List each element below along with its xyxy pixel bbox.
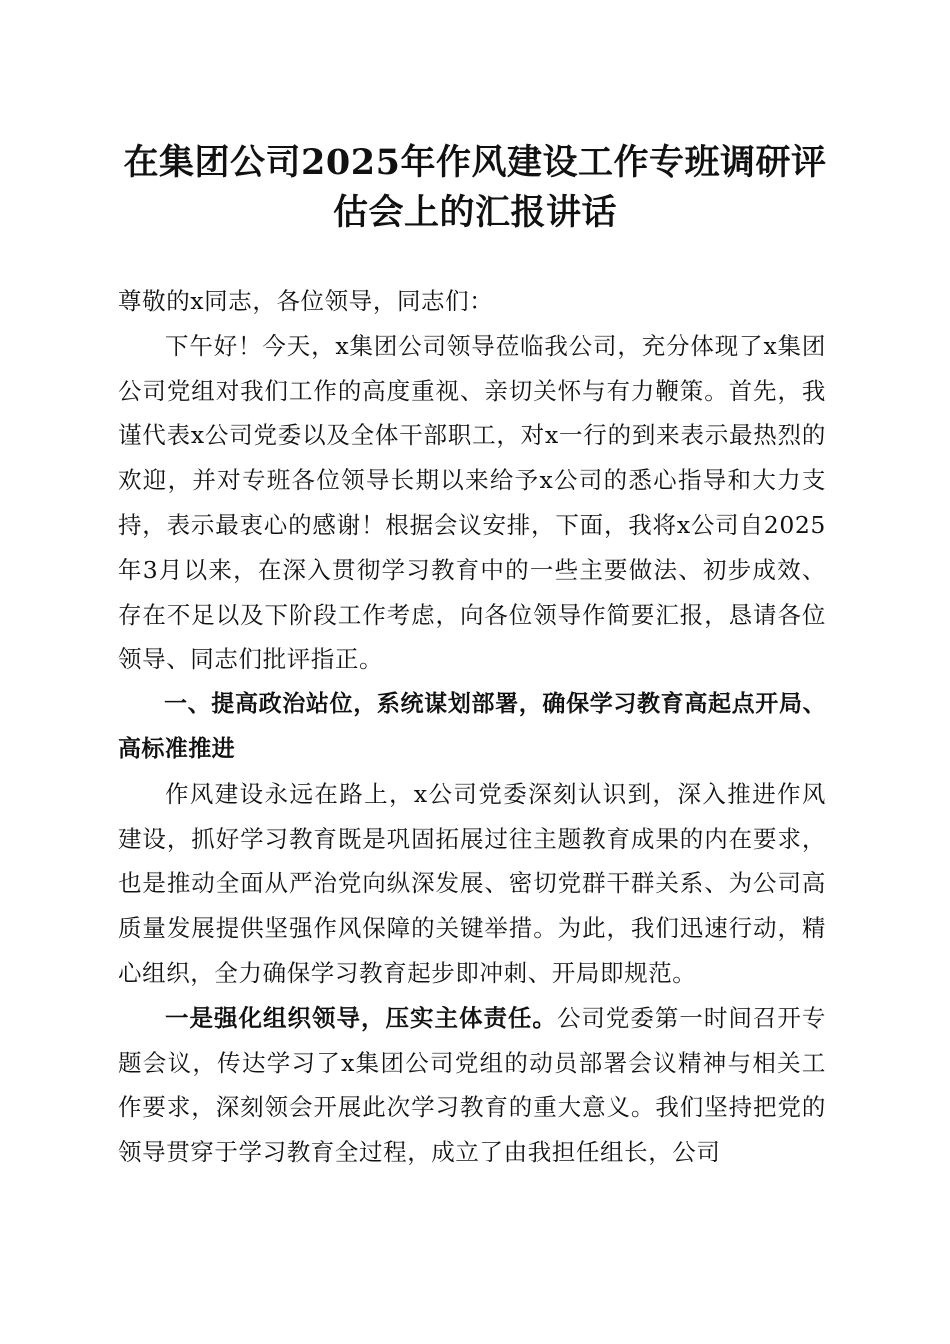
item-paragraph xyxy=(118,996,826,1175)
item-text: 公司党委第一时间召开专题会议，传达学习了x集团公司党组的动员部署会议精神与相关工作要求，深刻领会开展此次学习教育的重大意义。我们坚持把党的领导贯穿于学习教育全过程，成立了由我担任组长，公司 xyxy=(118,1003,826,1167)
document-body xyxy=(118,279,826,1175)
section-heading: 一、提高政治站位，系统谋划部署，确保学习教育高起点开局、高标准推进 xyxy=(118,691,826,762)
document-title: 在集团公司2025年作风建设工作专班调研评估会上的汇报讲话 xyxy=(123,142,827,233)
opening-paragraph: 下午好！今天，x集团公司领导莅临我公司，充分体现了x集团公司党组对我们工作的高度重视、亲切关怀与有力鞭策。首先，我谨代表x公司党委以及全体干部职工，对x一行的到来表示最热烈的欢迎，并对专班各位领导长期以来给予x公司的悉心指导和大力支持，表示最衷心的感谢！根据会议安排，下面，我将x公司自2025年3月以来，在深入贯彻学习教育中的一些主要做法、初步成效、存在不足以及下阶段工作考虑，向各位领导作简要汇报，恳请各位领导、同志们批评指正。 xyxy=(118,331,826,674)
section-paragraph: 作风建设永远在路上，x公司党委深刻认识到，深入推进作风建设，抓好学习教育既是巩固拓展过往主题教育成果的内在要求，也是推动全面从严治党向纵深发展、密切党群干群关系、为公司高质量发展提供坚强作风保障的关键举措。为此，我们迅速行动，精心组织，全力确保学习教育起步即冲刺、开局即规范。 xyxy=(118,779,826,987)
item-lead: 一是强化组织领导，压实主体责任。 xyxy=(165,1003,557,1032)
salutation: 尊敬的x同志，各位领导，同志们： xyxy=(118,287,494,315)
